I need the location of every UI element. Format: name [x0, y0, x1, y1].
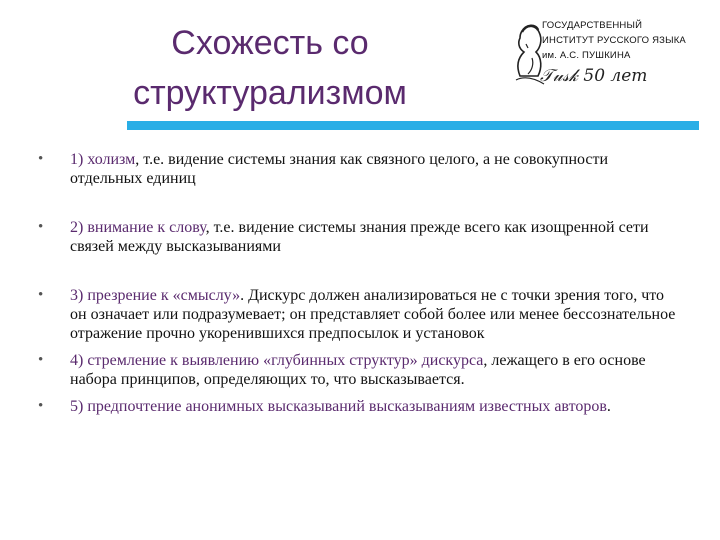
bullet-icon: • [38, 398, 44, 414]
bullet-text: , т.е. видение системы знания как связного целого, а не совокупности отдельных единиц [70, 151, 609, 187]
bullet-text: , лежащего в его основе набора принципов, определяющих то, что высказывается. [70, 352, 646, 388]
bullet-lead: 4) стремление к выявлению «глубинных структур» дискурса [70, 352, 484, 369]
bullet-icon: • [38, 287, 44, 303]
slide-title [60, 18, 480, 118]
bullet-text: . Дискурс должен анализироваться не с точки зрения того, что он означает или подразумевает; он представляет собой более или менее бессознательное отражение прочно укоренившихся предпосылок и установок [70, 287, 676, 342]
bullet-list [38, 150, 678, 416]
bullet-lead: 3) презрение к «смыслу» [70, 287, 241, 304]
title-line-1: Схожесть со [171, 24, 369, 62]
list-item [38, 286, 678, 343]
title-line-2: структурализмом [133, 74, 407, 112]
bullet-lead: 1) холизм [70, 151, 136, 168]
list-item [38, 150, 678, 188]
logo-line-1: ГОСУДАРСТВЕННЫЙ [542, 20, 643, 31]
logo-line-3: им. А.С. ПУШКИНА [542, 50, 631, 61]
bullet-lead: 5) предпочтение анонимных высказываний высказываниям известных авторов [70, 398, 607, 415]
list-item [38, 397, 678, 416]
logo-text [542, 18, 686, 63]
bullet-text: . [606, 398, 611, 415]
logo-signature [540, 66, 647, 86]
list-item [38, 351, 678, 389]
bullet-lead: 2) внимание к слову [70, 219, 206, 236]
title-divider [127, 121, 699, 130]
list-item [38, 218, 678, 256]
bullet-icon: • [38, 151, 44, 167]
logo-line-2: ИНСТИТУТ РУССКОГО ЯЗЫКА [542, 35, 686, 46]
logo-tagline: 50 лет [583, 66, 648, 86]
bullet-text: , т.е. видение системы знания прежде всего как изощренной сети связей между высказываниями [70, 219, 649, 255]
signature-scribble: 𝒯𝓊𝓈𝓀 [540, 66, 584, 86]
bullet-icon: • [38, 219, 44, 235]
bullet-icon: • [38, 352, 44, 368]
institute-logo [512, 14, 697, 94]
